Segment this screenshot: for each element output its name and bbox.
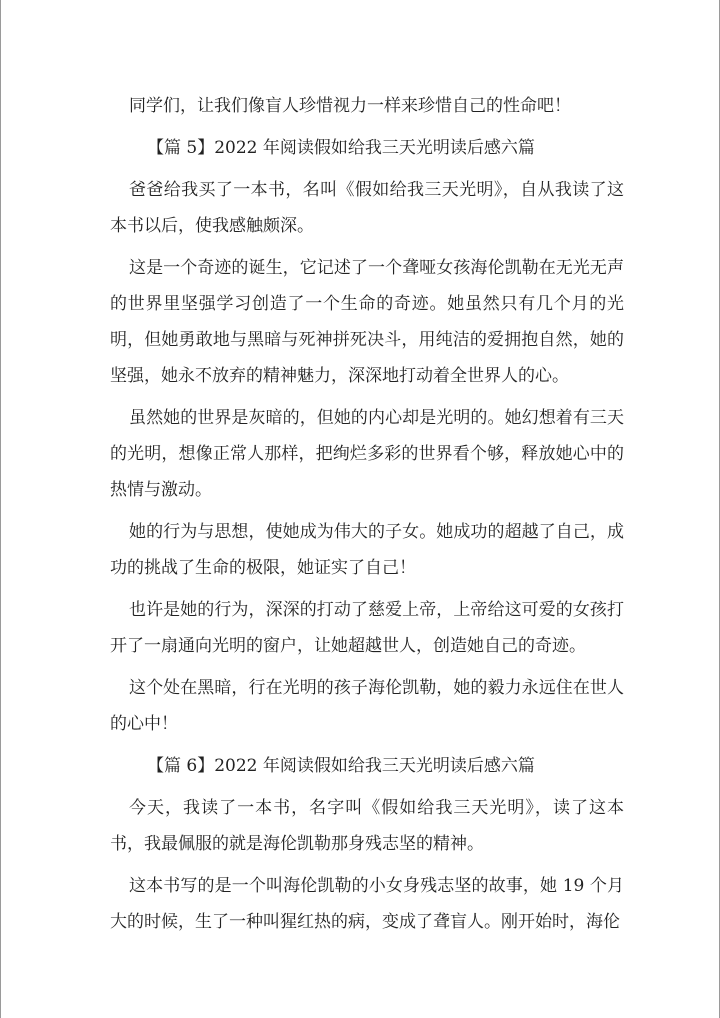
page-left-border	[0, 0, 1, 1018]
paragraph-today-read: 今天，我读了一本书，名字叫《假如给我三天光明》，读了这本书，我最佩服的就是海伦凯勒那身残志坚的精神。	[110, 798, 624, 854]
paragraph-closing-appeal: 同学们，让我们像盲人珍惜视力一样来珍惜自己的性命吧！	[129, 96, 571, 116]
paragraph-window: 也许是她的行为，深深的打动了慈爱上帝，上帝给这可爱的女孩打开了一扇通向光明的窗户，让她超越世人，创造她自己的奇迹。	[110, 600, 624, 656]
document-body	[110, 88, 624, 940]
paragraph-behavior: 她的行为与思想，使她成为伟大的子女。她成功的超越了自己，成功的挑战了生命的极限，她证实了自己！	[110, 522, 624, 578]
paragraph-intro-book: 爸爸给我买了一本书，名叫《假如给我三天光明》，自从我读了这本书以后，使我感触颇深。	[110, 180, 624, 236]
paragraph-story-summary: 这本书写的是一个叫海伦凯勒的小女身残志坚的故事，她 19 个月大的时候，生了一种叫猩红热的病，变成了聋盲人。刚开始时，海伦	[110, 876, 624, 932]
section-heading-6: 【篇 6】2022 年阅读假如给我三天光明读后感六篇	[147, 756, 535, 776]
paragraph-inner-light: 虽然她的世界是灰暗的，但她的内心却是光明的。她幻想着有三天的光明，想像正常人那样，把绚烂多彩的世界看个够，释放她心中的热情与激动。	[110, 408, 624, 500]
section-heading-5: 【篇 5】2022 年阅读假如给我三天光明读后感六篇	[147, 138, 535, 158]
paragraph-perseverance: 这个处在黑暗，行在光明的孩子海伦凯勒，她的毅力永远住在世人的心中！	[110, 678, 624, 734]
paragraph-miracle: 这是一个奇迹的诞生，它记述了一个聋哑女孩海伦凯勒在无光无声的世界里坚强学习创造了一个生命的奇迹。她虽然只有几个月的光明，但她勇敢地与黑暗与死神拼死决斗，用纯洁的爱拥抱自然，她的坚强，她永不放弃的精神魅力，深深地打动着全世界人的心。	[110, 258, 624, 386]
